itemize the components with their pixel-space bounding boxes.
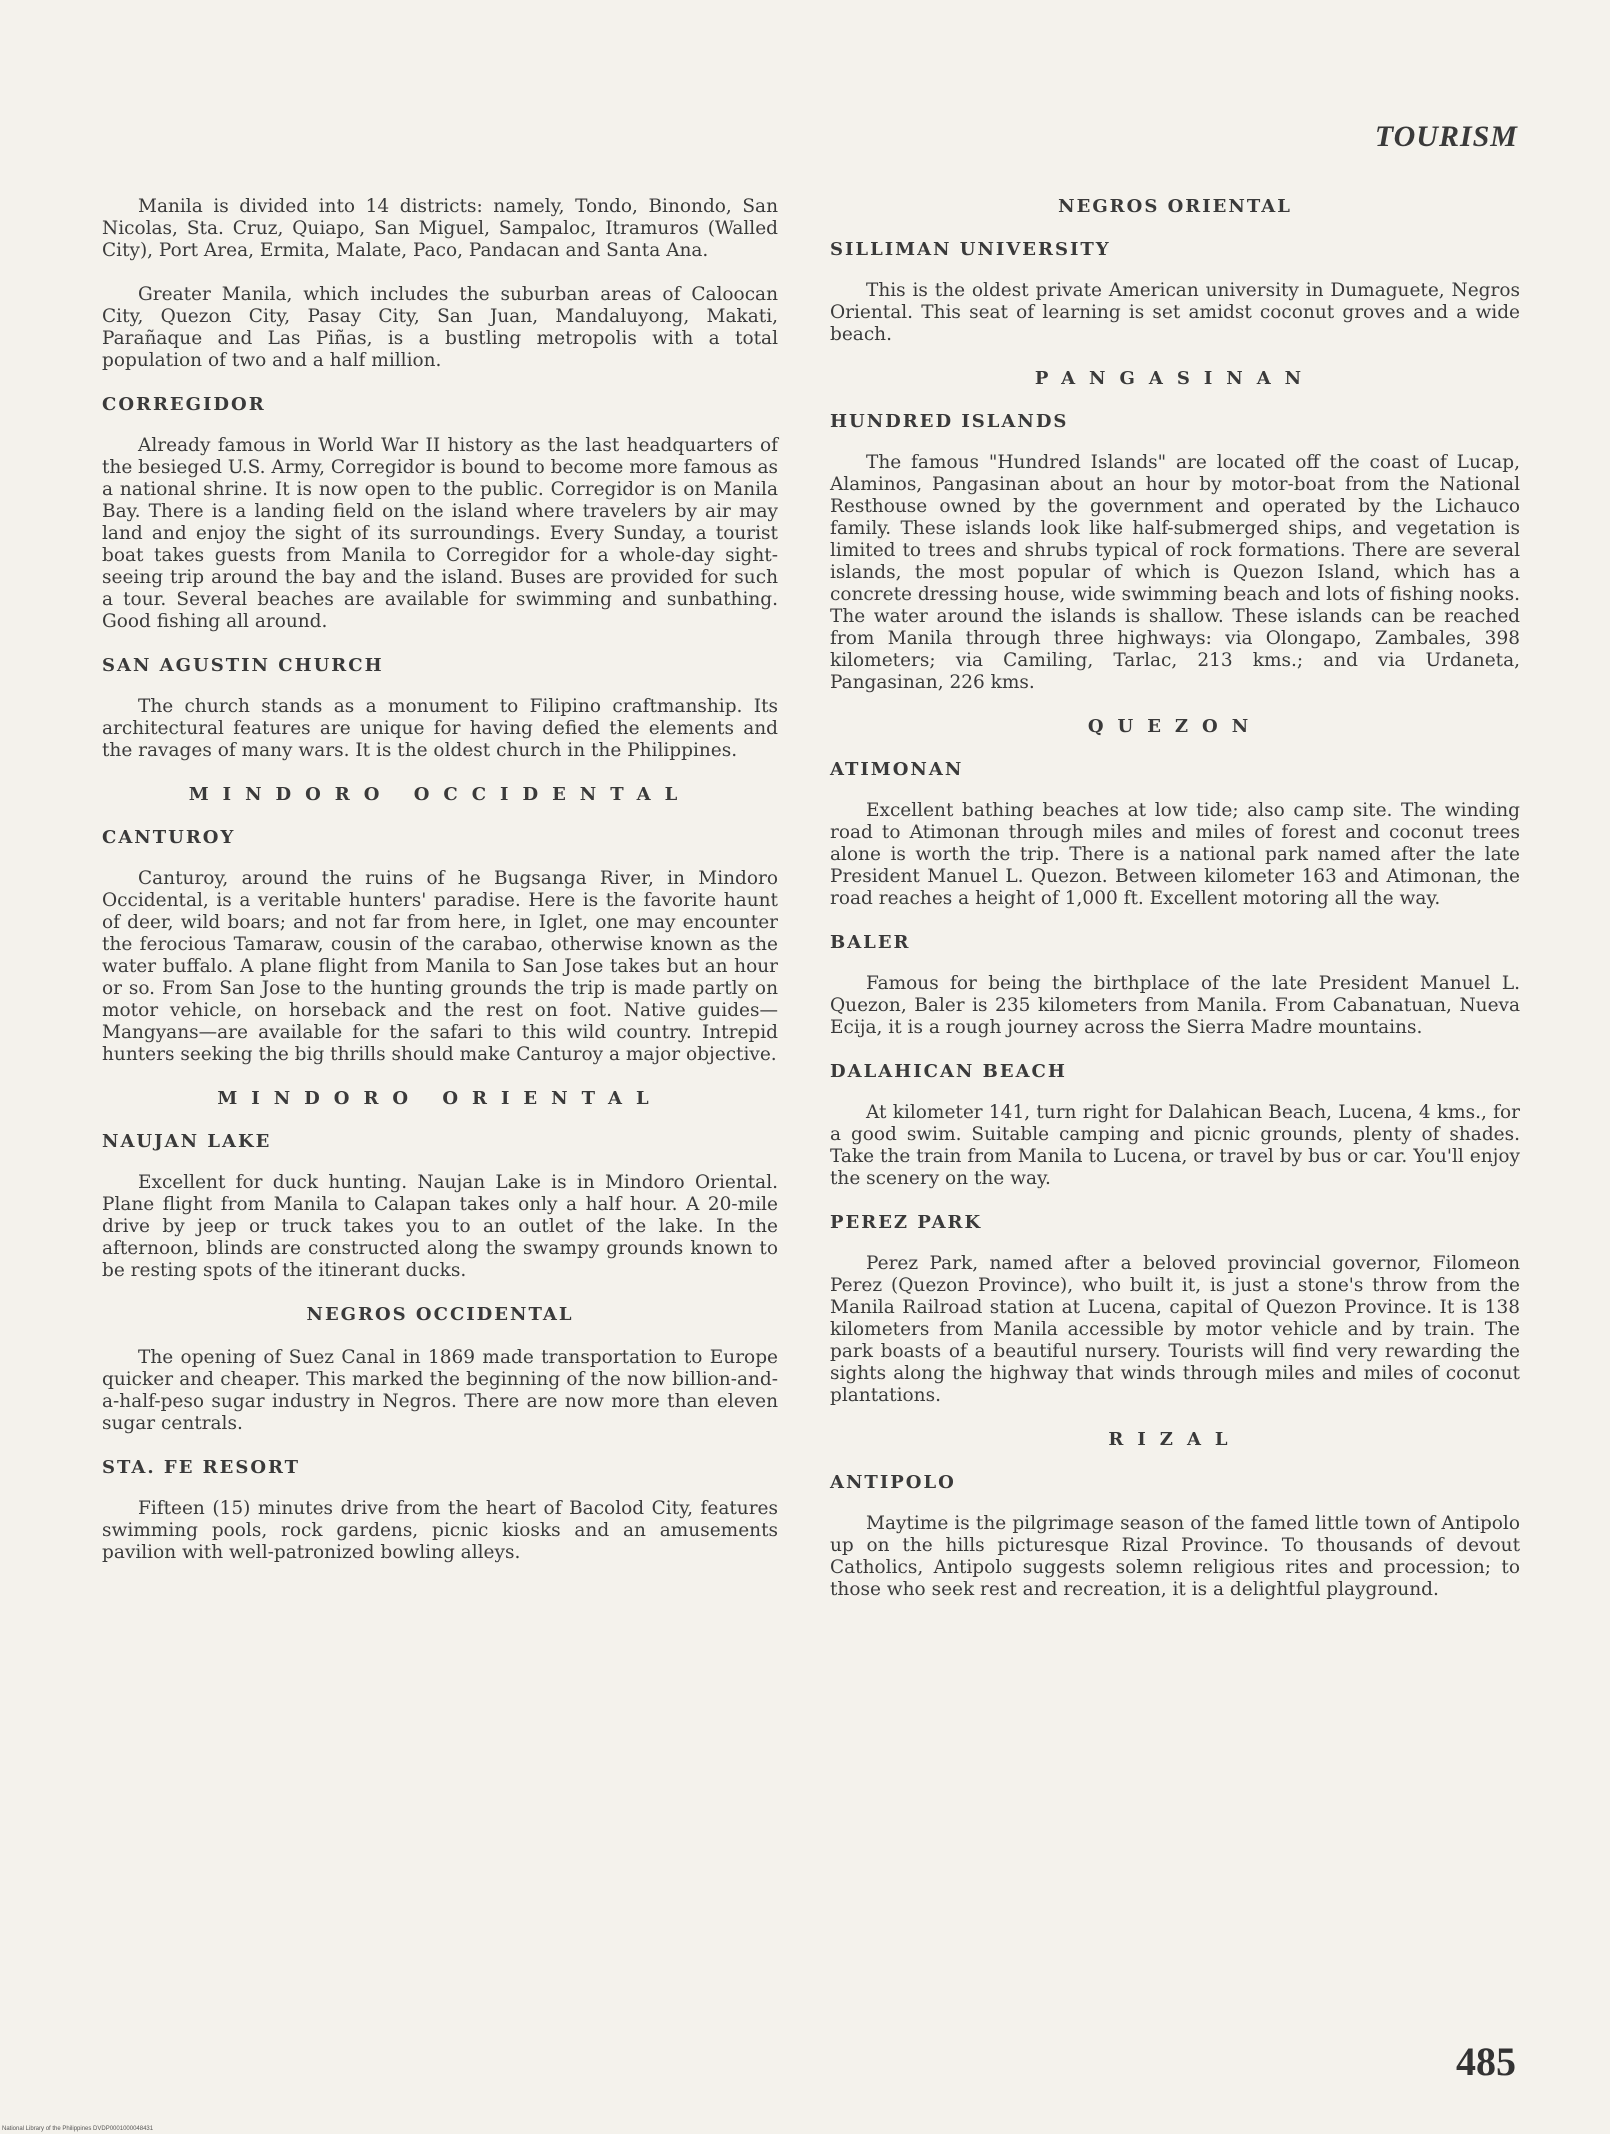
perez-park-paragraph: Perez Park, named after a beloved provincial governor, Filomeon Perez (Quezon Province), who built it, is just a stone's throw from the Manila Railroad station at Lucena, capital of Quezon Province. It is 138 kilometers from Manila accessible by motor vehicle and by train. The park boasts of a beautiful nursery. Tourists will find very rewarding the sights along the highway that winds through miles and miles of coconut plantations. <box>830 1253 1520 1406</box>
corregidor-heading: CORREGIDOR <box>102 394 266 415</box>
pangasinan-heading: PANGASINAN <box>1034 368 1316 389</box>
rizal-heading: RIZAL <box>1108 1429 1242 1450</box>
silliman-heading: SILLIMAN UNIVERSITY <box>830 239 1111 260</box>
san-agustin-heading: SAN AGUSTIN CHURCH <box>102 655 384 676</box>
manila-districts-paragraph: Manila is divided into 14 districts: namely, Tondo, Binondo, San Nicolas, Sta. Cruz, Quiapo, San Miguel, Sampaloc, Itramuros (Walled City), Port Area, Ermita, Malate, Paco, Pandacan and Santa Ana. <box>102 196 778 261</box>
right-column <box>830 196 1520 1623</box>
silliman-paragraph: This is the oldest private American university in Dumaguete, Negros Oriental. This seat of learning is set amidst coconut groves and a wide beach. <box>830 280 1520 345</box>
naujan-lake-heading: NAUJAN LAKE <box>102 1131 272 1152</box>
quezon-heading: QUEZON <box>1087 716 1263 737</box>
dalahican-beach-paragraph: At kilometer 141, turn right for Dalahican Beach, Lucena, 4 kms., for a good swim. Suitable camping and picnic grounds, plenty of shades. Take the train from Manila to Lucena, or travel by bus or car. You'll enjoy the scenery on the way. <box>830 1102 1520 1189</box>
atimonan-paragraph: Excellent bathing beaches at low tide; also camp site. The winding road to Atimonan through miles and miles of forest and coconut trees alone is worth the trip. There is a national park named after the late President Manuel L. Quezon. Between kilometer 163 and Atimonan, the road reaches a height of 1,000 ft. Excellent motoring all the way. <box>830 800 1520 909</box>
antipolo-heading: ANTIPOLO <box>830 1472 956 1493</box>
mindoro-oriental-heading: MINDORO ORIENTAL <box>217 1088 663 1109</box>
atimonan-heading: ATIMONAN <box>830 759 964 780</box>
left-column <box>102 196 778 1586</box>
canturoy-heading: CANTUROY <box>102 827 236 848</box>
page-number: 485 <box>1456 2039 1516 2084</box>
mindoro-occidental-heading: MINDORO OCCIDENTAL <box>188 784 692 805</box>
running-head: TOURISM <box>1374 120 1518 153</box>
corregidor-paragraph: Already famous in World War II history as the last headquarters of the besieged U.S. Army, Corregidor is bound to become more famous as a national shrine. It is now open to the public. Corregidor is on Manila Bay. There is a landing field on the island where travelers by air may land and enjoy the sight of its surroundings. Every Sunday, a tourist boat takes guests from Manila to Corregidor for a whole-day sight-seeing trip around the bay and the island. Buses are provided for such a tour. Several beaches are available for swimming and sunbathing. Good fishing all around. <box>102 435 778 632</box>
baler-heading: BALER <box>830 932 911 953</box>
hundred-islands-paragraph: The famous "Hundred Islands" are located off the coast of Lucap, Alaminos, Pangasinan about an hour by motor-boat from the National Resthouse owned by the government and operated by the Lichauco family. These islands look like half-submerged ships, and vegetation is limited to trees and shrubs typical of rock formations. There are several islands, the most popular of which is Quezon Island, which has a concrete dressing house, wide swimming beach and lots of fishing nooks. The water around the islands is shallow. These islands can be reached from Manila through three highways: via Olongapo, Zambales, 398 kilometers; via Camiling, Tarlac, 213 kms.; and via Urdaneta, Pangasinan, 226 kms. <box>830 452 1520 693</box>
negros-oriental-heading: NEGROS ORIENTAL <box>1058 196 1292 217</box>
source-footer: National Library of the Philippines DVDP0001000048431 <box>2 2126 154 2132</box>
negros-occidental-paragraph: The opening of Suez Canal in 1869 made transportation to Europe quicker and cheaper. This marked the beginning of the now billion-and-a-half-peso sugar industry in Negros. There are now more than eleven sugar centrals. <box>102 1347 778 1434</box>
canturoy-paragraph: Canturoy, around the ruins of he Bugsanga River, in Mindoro Occidental, is a veritable hunters' paradise. Here is the favorite haunt of deer, wild boars; and not far from here, in Iglet, one may encounter the ferocious Tamaraw, cousin of the carabao, otherwise known as the water buffalo. A plane flight from Manila to San Jose takes but an hour or so. From San Jose to the hunting grounds the trip is made partly on motor vehicle, on horseback and the rest on foot. Native guides—Mangyans—are available for the safari to this wild country. Intrepid hunters seeking the big thrills should make Canturoy a major objective. <box>102 868 778 1065</box>
dalahican-beach-heading: DALAHICAN BEACH <box>830 1061 1067 1082</box>
san-agustin-paragraph: The church stands as a monument to Filipino craftmanship. Its architectural features are unique for having defied the elements and the ravages of many wars. It is the oldest church in the Philippines. <box>102 696 778 761</box>
antipolo-paragraph: Maytime is the pilgrimage season of the famed little town of Antipolo up on the hills picturesque Rizal Province. To thousands of devout Catholics, Antipolo suggests solemn religious rites and procession; to those who seek rest and recreation, it is a delightful playground. <box>830 1513 1520 1600</box>
negros-occidental-heading: NEGROS OCCIDENTAL <box>306 1304 574 1325</box>
perez-park-heading: PEREZ PARK <box>830 1212 983 1233</box>
greater-manila-paragraph: Greater Manila, which includes the suburban areas of Caloocan City, Quezon City, Pasay City, San Juan, Mandaluyong, Makati, Parañaque and Las Piñas, is a bustling metropolis with a total population of two and a half million. <box>102 284 778 371</box>
hundred-islands-heading: HUNDRED ISLANDS <box>830 411 1069 432</box>
sta-fe-resort-heading: STA. FE RESORT <box>102 1457 301 1478</box>
naujan-lake-paragraph: Excellent for duck hunting. Naujan Lake is in Mindoro Oriental. Plane flight from Manila to Calapan takes only a half hour. A 20-mile drive by jeep or truck takes you to an outlet of the lake. In the afternoon, blinds are constructed along the swampy grounds known to be resting spots of the itinerant ducks. <box>102 1172 778 1281</box>
sta-fe-resort-paragraph: Fifteen (15) minutes drive from the heart of Bacolod City, features swimming pools, rock gardens, picnic kiosks and an amusements pavilion with well-patronized bowling alleys. <box>102 1498 778 1563</box>
baler-paragraph: Famous for being the birthplace of the late President Manuel L. Quezon, Baler is 235 kilometers from Manila. From Cabanatuan, Nueva Ecija, it is a rough journey across the Sierra Madre mountains. <box>830 973 1520 1038</box>
